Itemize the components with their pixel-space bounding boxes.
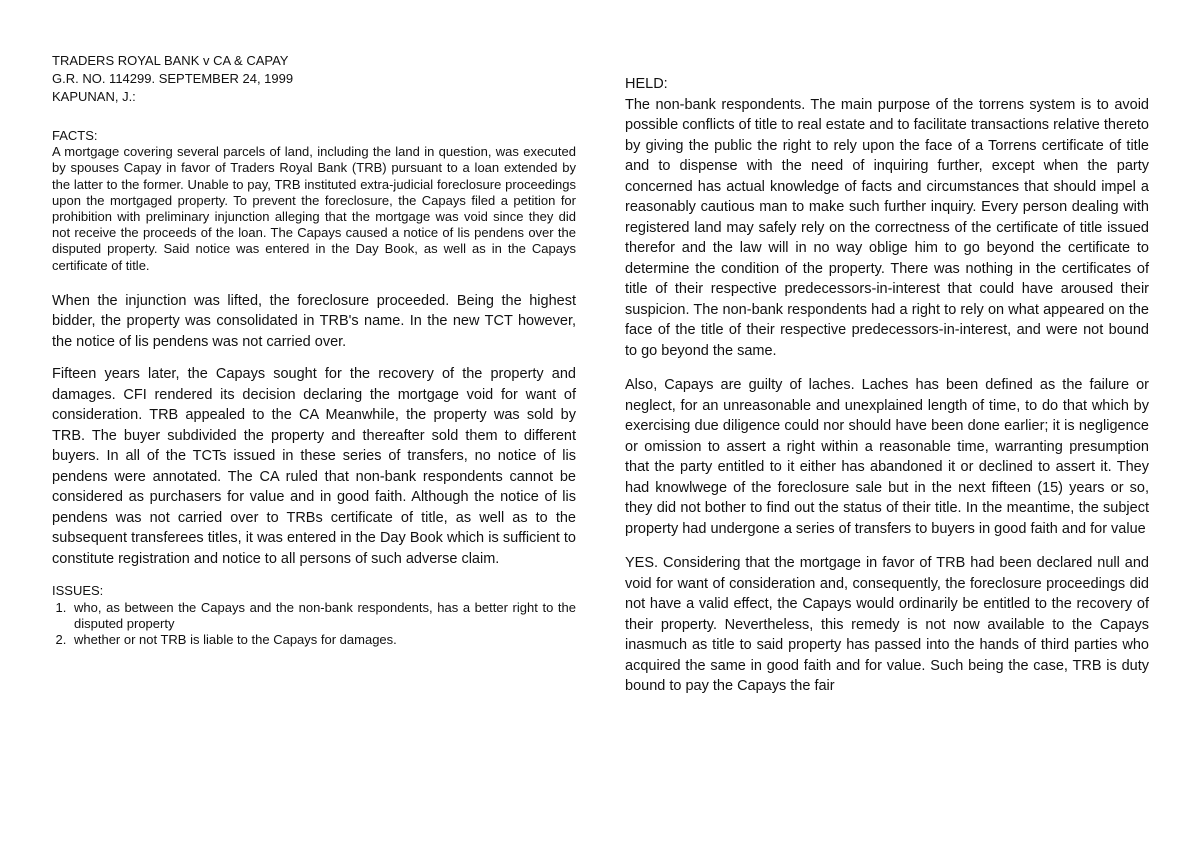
facts-paragraph: When the injunction was lifted, the foreclosure proceeded. Being the highest bidder, the property was consolidated in TRB's name. In the new TCT however, the notice of lis pendens was not carried over.: [52, 292, 576, 350]
held-paragraph: The non-bank respondents. The main purpose of the torrens system is to avoid possible conflicts of title to real estate and to facilitate transactions relative thereto by giving the public the right to rely upon the face of a Torrens certificate of title and to dispense with the need of inquiring further, except when the party concerned has actual knowledge of facts and circumstances that should impel a reasonably cautious man to make such further inquiry. Every person dealing with registered land may safely rely on the correctness of the certificate of title issued therefor and the law will in no way oblige him to go beyond the certificate to determine the condition of the property. There was nothing in the certificates of title of their respective predecessors-in-interest that could have aroused their suspicion. The non-bank respondents had a right to rely on what appeared on the face of the title of their respective predecessors-in-interest, and were not bound to go beyond the same.: [625, 96, 1149, 359]
gr-number: G.R. NO. 114299. SEPTEMBER 24, 1999: [52, 71, 294, 86]
right-column: [625, 74, 1149, 697]
left-column: [52, 52, 576, 648]
list-item: 2. whether or not TRB is liable to the Capays for damages.: [70, 632, 576, 648]
held-paragraph: Also, Capays are guilty of laches. Laches has been defined as the failure or neglect, for an unreasonable and unexplained length of time, to do that which by exercising due diligence could nor should have been done earlier; it is negligence or omission to assert a right within a reasonable time, warranting presumption that the party entitled to it either has abandoned it or declined to assert it. They had knowlwege of the foreclosure sale but in the next fifteen (15) years or so, they did not bother to find out the status of their title. In the meantime, the subject property had undergone a series of transfers to buyers in good faith and for value: [625, 377, 1149, 537]
issues-heading: ISSUES:: [52, 583, 104, 599]
case-title: TRADERS ROYAL BANK v CA & CAPAY: [52, 53, 289, 68]
held-heading: HELD:: [625, 76, 668, 92]
ponente: KAPUNAN, J.:: [52, 89, 136, 104]
facts-paragraph: Fifteen years later, the Capays sought for the recovery of the property and damages. CFI rendered its decision declaring the mortgage void for want of consideration. TRB appealed to the CA Meanwhile, the property was sold by TRB. The buyer subdivided the property and thereafter sold them to different buyers. In all of the TCTs issued in these series of transfers, no notice of lis pendens were annotated. The CA ruled that non-bank respondents cannot be considered as purchasers for value and in good faith. Although the notice of lis pendens was not carried over to TRBs certificate of title, as well as to the subsequent transferees titles, it was entered in the Day Book which is sufficient to constitute registration and notice to all persons of such adverse claim.: [52, 366, 576, 567]
list-item: 1. who, as between the Capays and the non-bank respondents, has a better right to the disputed property: [70, 600, 576, 632]
held-paragraph: YES. Considering that the mortgage in favor of TRB had been declared null and void for want of consideration and, consequently, the foreclosure proceedings did not have a valid effect, the Capays would ordinarily be entitled to the recovery of their property. Nevertheless, this remedy is not now available to the Capays inasmuch as title to said property has passed into the hands of third parties who acquired the same in good faith and for value. Such being the case, TRB is duty bound to pay the Capays the fair: [625, 555, 1149, 694]
issues-list: [52, 600, 576, 649]
facts-heading: FACTS:: [52, 128, 98, 143]
facts-paragraph: A mortgage covering several parcels of land, including the land in question, was executed by spouses Capay in favor of Traders Royal Bank (TRB) pursuant to a loan extended by the latter to the former. Unable to pay, TRB instituted extra-judicial foreclosure proceedings upon the mortgaged property. To prevent the foreclosure, the Capays filed a petition for prohibition with preliminary injunction alleging that the mortgage was void since they did not receive the proceeds of the loan. The Capays caused a notice of lis pendens over the disputed property. Said notice was entered in the Day Book, as well as in the Capays certificate of title.: [52, 144, 576, 273]
